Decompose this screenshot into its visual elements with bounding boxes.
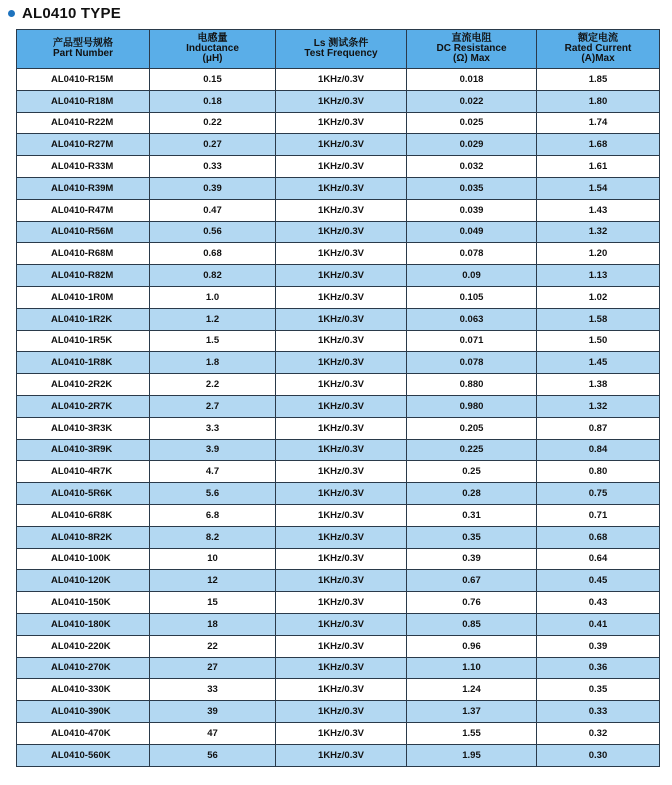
table-row: [17, 221, 660, 243]
inductance-cell: 18: [150, 613, 276, 635]
table-row: [17, 701, 660, 723]
inductance-cell: 10: [150, 548, 276, 570]
part-number-cell: AL0410-150K: [17, 592, 150, 614]
inductance-cell: 0.39: [150, 177, 276, 199]
rated-current-cell: 0.35: [537, 679, 660, 701]
rated-current-cell: 0.36: [537, 657, 660, 679]
inductance-cell: 3.3: [150, 417, 276, 439]
test-frequency-cell: 1KHz/0.3V: [276, 177, 407, 199]
title-row: [8, 2, 121, 24]
rated-current-cell: 1.45: [537, 352, 660, 374]
table-row: [17, 374, 660, 396]
part-number-cell: AL0410-220K: [17, 635, 150, 657]
rated-current-cell: 0.71: [537, 504, 660, 526]
test-frequency-cell: 1KHz/0.3V: [276, 635, 407, 657]
table-row: [17, 352, 660, 374]
inductance-cell: 0.68: [150, 243, 276, 265]
table-row: [17, 286, 660, 308]
dc-resistance-cell: 0.018: [407, 69, 537, 91]
dc-resistance-cell: 0.049: [407, 221, 537, 243]
rated-current-cell: 1.20: [537, 243, 660, 265]
part-number-cell: AL0410-R56M: [17, 221, 150, 243]
table-row: [17, 548, 660, 570]
test-frequency-cell: 1KHz/0.3V: [276, 613, 407, 635]
inductance-cell: 33: [150, 679, 276, 701]
inductance-cell: 0.33: [150, 156, 276, 178]
table-row: [17, 613, 660, 635]
dc-resistance-cell: 0.032: [407, 156, 537, 178]
part-number-cell: AL0410-330K: [17, 679, 150, 701]
table-header: [17, 30, 660, 69]
part-number-cell: AL0410-4R7K: [17, 461, 150, 483]
dc-resistance-cell: 0.76: [407, 592, 537, 614]
rated-current-cell: 0.87: [537, 417, 660, 439]
table-row: [17, 112, 660, 134]
test-frequency-cell: 1KHz/0.3V: [276, 526, 407, 548]
part-number-cell: AL0410-R82M: [17, 265, 150, 287]
inductance-cell: 8.2: [150, 526, 276, 548]
inductance-cell: 47: [150, 722, 276, 744]
rated-current-cell: 1.38: [537, 374, 660, 396]
rated-current-cell: 1.58: [537, 308, 660, 330]
rated-current-cell: 1.13: [537, 265, 660, 287]
part-number-cell: AL0410-1R5K: [17, 330, 150, 352]
dc-resistance-cell: 0.85: [407, 613, 537, 635]
table-row: [17, 570, 660, 592]
test-frequency-cell: 1KHz/0.3V: [276, 483, 407, 505]
inductance-cell: 0.15: [150, 69, 276, 91]
header-text: DC Resistance: [436, 43, 507, 54]
test-frequency-cell: 1KHz/0.3V: [276, 395, 407, 417]
dc-resistance-cell: 0.35: [407, 526, 537, 548]
table-row: [17, 395, 660, 417]
table-row: [17, 504, 660, 526]
test-frequency-cell: 1KHz/0.3V: [276, 221, 407, 243]
inductance-cell: 4.7: [150, 461, 276, 483]
header-row: [17, 30, 660, 69]
rated-current-cell: 1.32: [537, 395, 660, 417]
test-frequency-cell: 1KHz/0.3V: [276, 112, 407, 134]
rated-current-cell: 0.84: [537, 439, 660, 461]
header-rated-current: [537, 30, 660, 69]
table-body: [17, 69, 660, 767]
dc-resistance-cell: 1.95: [407, 744, 537, 766]
test-frequency-cell: 1KHz/0.3V: [276, 439, 407, 461]
part-number-cell: AL0410-470K: [17, 722, 150, 744]
dc-resistance-cell: 0.39: [407, 548, 537, 570]
part-number-cell: AL0410-1R8K: [17, 352, 150, 374]
rated-current-cell: 0.80: [537, 461, 660, 483]
header-dc-resistance: [407, 30, 537, 69]
rated-current-cell: 0.32: [537, 722, 660, 744]
part-number-cell: AL0410-120K: [17, 570, 150, 592]
rated-current-cell: 1.02: [537, 286, 660, 308]
dc-resistance-cell: 0.880: [407, 374, 537, 396]
test-frequency-cell: 1KHz/0.3V: [276, 308, 407, 330]
inductance-cell: 0.82: [150, 265, 276, 287]
dc-resistance-cell: 0.28: [407, 483, 537, 505]
dc-resistance-cell: 0.105: [407, 286, 537, 308]
table-row: [17, 265, 660, 287]
rated-current-cell: 1.68: [537, 134, 660, 156]
part-number-cell: AL0410-R15M: [17, 69, 150, 91]
table-row: [17, 243, 660, 265]
inductance-cell: 39: [150, 701, 276, 723]
table-row: [17, 483, 660, 505]
part-number-cell: AL0410-100K: [17, 548, 150, 570]
dc-resistance-cell: 0.205: [407, 417, 537, 439]
inductance-cell: 3.9: [150, 439, 276, 461]
dc-resistance-cell: 0.96: [407, 635, 537, 657]
part-number-cell: AL0410-R33M: [17, 156, 150, 178]
table-row: [17, 177, 660, 199]
test-frequency-cell: 1KHz/0.3V: [276, 156, 407, 178]
dc-resistance-cell: 1.10: [407, 657, 537, 679]
table-row: [17, 330, 660, 352]
spec-table: [16, 29, 660, 767]
test-frequency-cell: 1KHz/0.3V: [276, 243, 407, 265]
inductance-cell: 56: [150, 744, 276, 766]
dc-resistance-cell: 0.022: [407, 90, 537, 112]
inductance-cell: 0.22: [150, 112, 276, 134]
part-number-cell: AL0410-2R7K: [17, 395, 150, 417]
table-row: [17, 69, 660, 91]
table-row: [17, 90, 660, 112]
dc-resistance-cell: 0.063: [407, 308, 537, 330]
inductance-cell: 0.27: [150, 134, 276, 156]
dc-resistance-cell: 0.071: [407, 330, 537, 352]
part-number-cell: AL0410-270K: [17, 657, 150, 679]
header-text: Rated Current: [564, 43, 632, 54]
table-row: [17, 461, 660, 483]
header-text: Inductance: [186, 43, 239, 54]
dc-resistance-cell: 0.025: [407, 112, 537, 134]
test-frequency-cell: 1KHz/0.3V: [276, 330, 407, 352]
rated-current-cell: 1.85: [537, 69, 660, 91]
header-part-number: [17, 30, 150, 69]
table-row: [17, 439, 660, 461]
rated-current-cell: 1.32: [537, 221, 660, 243]
table-row: [17, 635, 660, 657]
header-text: (Ω) Max: [453, 53, 490, 64]
test-frequency-cell: 1KHz/0.3V: [276, 265, 407, 287]
rated-current-cell: 0.41: [537, 613, 660, 635]
dc-resistance-cell: 0.980: [407, 395, 537, 417]
header-text: 电感量: [197, 33, 228, 44]
test-frequency-cell: 1KHz/0.3V: [276, 69, 407, 91]
part-number-cell: AL0410-R27M: [17, 134, 150, 156]
rated-current-cell: 0.30: [537, 744, 660, 766]
test-frequency-cell: 1KHz/0.3V: [276, 90, 407, 112]
inductance-cell: 12: [150, 570, 276, 592]
part-number-cell: AL0410-180K: [17, 613, 150, 635]
dc-resistance-cell: 0.31: [407, 504, 537, 526]
part-number-cell: AL0410-8R2K: [17, 526, 150, 548]
dc-resistance-cell: 1.55: [407, 722, 537, 744]
test-frequency-cell: 1KHz/0.3V: [276, 352, 407, 374]
part-number-cell: AL0410-R18M: [17, 90, 150, 112]
rated-current-cell: 1.61: [537, 156, 660, 178]
bullet-icon: [8, 10, 15, 17]
part-number-cell: AL0410-R47M: [17, 199, 150, 221]
rated-current-cell: 1.43: [537, 199, 660, 221]
part-number-cell: AL0410-R68M: [17, 243, 150, 265]
rated-current-cell: 0.75: [537, 483, 660, 505]
test-frequency-cell: 1KHz/0.3V: [276, 548, 407, 570]
inductance-cell: 1.0: [150, 286, 276, 308]
part-number-cell: AL0410-3R9K: [17, 439, 150, 461]
dc-resistance-cell: 0.035: [407, 177, 537, 199]
inductance-cell: 1.8: [150, 352, 276, 374]
part-number-cell: AL0410-R39M: [17, 177, 150, 199]
inductance-cell: 2.7: [150, 395, 276, 417]
inductance-cell: 2.2: [150, 374, 276, 396]
table-row: [17, 744, 660, 766]
table-row: [17, 156, 660, 178]
header-text: 直流电阻: [451, 33, 492, 44]
inductance-cell: 0.56: [150, 221, 276, 243]
rated-current-cell: 0.33: [537, 701, 660, 723]
inductance-cell: 0.47: [150, 199, 276, 221]
page-title: AL0410 TYPE: [22, 4, 121, 22]
rated-current-cell: 1.54: [537, 177, 660, 199]
table-row: [17, 199, 660, 221]
test-frequency-cell: 1KHz/0.3V: [276, 657, 407, 679]
inductance-cell: 27: [150, 657, 276, 679]
test-frequency-cell: 1KHz/0.3V: [276, 374, 407, 396]
dc-resistance-cell: 0.67: [407, 570, 537, 592]
rated-current-cell: 1.80: [537, 90, 660, 112]
part-number-cell: AL0410-3R3K: [17, 417, 150, 439]
test-frequency-cell: 1KHz/0.3V: [276, 199, 407, 221]
inductance-cell: 1.2: [150, 308, 276, 330]
dc-resistance-cell: 1.37: [407, 701, 537, 723]
table-row: [17, 526, 660, 548]
inductance-cell: 5.6: [150, 483, 276, 505]
header-text: Ls 测试条件: [313, 38, 369, 49]
dc-resistance-cell: 0.029: [407, 134, 537, 156]
table-row: [17, 308, 660, 330]
table-row: [17, 722, 660, 744]
part-number-cell: AL0410-6R8K: [17, 504, 150, 526]
inductance-cell: 22: [150, 635, 276, 657]
dc-resistance-cell: 0.25: [407, 461, 537, 483]
test-frequency-cell: 1KHz/0.3V: [276, 461, 407, 483]
rated-current-cell: 1.74: [537, 112, 660, 134]
test-frequency-cell: 1KHz/0.3V: [276, 701, 407, 723]
test-frequency-cell: 1KHz/0.3V: [276, 134, 407, 156]
rated-current-cell: 0.39: [537, 635, 660, 657]
rated-current-cell: 1.50: [537, 330, 660, 352]
rated-current-cell: 0.43: [537, 592, 660, 614]
dc-resistance-cell: 0.039: [407, 199, 537, 221]
inductance-cell: 15: [150, 592, 276, 614]
inductance-cell: 6.8: [150, 504, 276, 526]
dc-resistance-cell: 0.078: [407, 243, 537, 265]
table-row: [17, 592, 660, 614]
part-number-cell: AL0410-5R6K: [17, 483, 150, 505]
dc-resistance-cell: 1.24: [407, 679, 537, 701]
test-frequency-cell: 1KHz/0.3V: [276, 286, 407, 308]
inductance-cell: 1.5: [150, 330, 276, 352]
rated-current-cell: 0.45: [537, 570, 660, 592]
header-text: 额定电流: [578, 33, 618, 44]
header-text: (A)Max: [581, 53, 615, 64]
dc-resistance-cell: 0.225: [407, 439, 537, 461]
rated-current-cell: 0.64: [537, 548, 660, 570]
rated-current-cell: 0.68: [537, 526, 660, 548]
header-text: Part Number: [52, 48, 113, 59]
header-text: (μH): [202, 53, 223, 64]
table-row: [17, 657, 660, 679]
test-frequency-cell: 1KHz/0.3V: [276, 592, 407, 614]
part-number-cell: AL0410-1R2K: [17, 308, 150, 330]
dc-resistance-cell: 0.09: [407, 265, 537, 287]
table-row: [17, 134, 660, 156]
test-frequency-cell: 1KHz/0.3V: [276, 722, 407, 744]
inductance-cell: 0.18: [150, 90, 276, 112]
table-row: [17, 417, 660, 439]
header-test-frequency: [276, 30, 407, 69]
part-number-cell: AL0410-1R0M: [17, 286, 150, 308]
test-frequency-cell: 1KHz/0.3V: [276, 679, 407, 701]
part-number-cell: AL0410-R22M: [17, 112, 150, 134]
table-row: [17, 679, 660, 701]
header-inductance: [150, 30, 276, 69]
test-frequency-cell: 1KHz/0.3V: [276, 570, 407, 592]
header-text: Test Frequency: [304, 48, 378, 59]
part-number-cell: AL0410-560K: [17, 744, 150, 766]
test-frequency-cell: 1KHz/0.3V: [276, 417, 407, 439]
part-number-cell: AL0410-390K: [17, 701, 150, 723]
test-frequency-cell: 1KHz/0.3V: [276, 504, 407, 526]
dc-resistance-cell: 0.078: [407, 352, 537, 374]
test-frequency-cell: 1KHz/0.3V: [276, 744, 407, 766]
header-text: 产品型号规格: [53, 38, 113, 49]
part-number-cell: AL0410-2R2K: [17, 374, 150, 396]
